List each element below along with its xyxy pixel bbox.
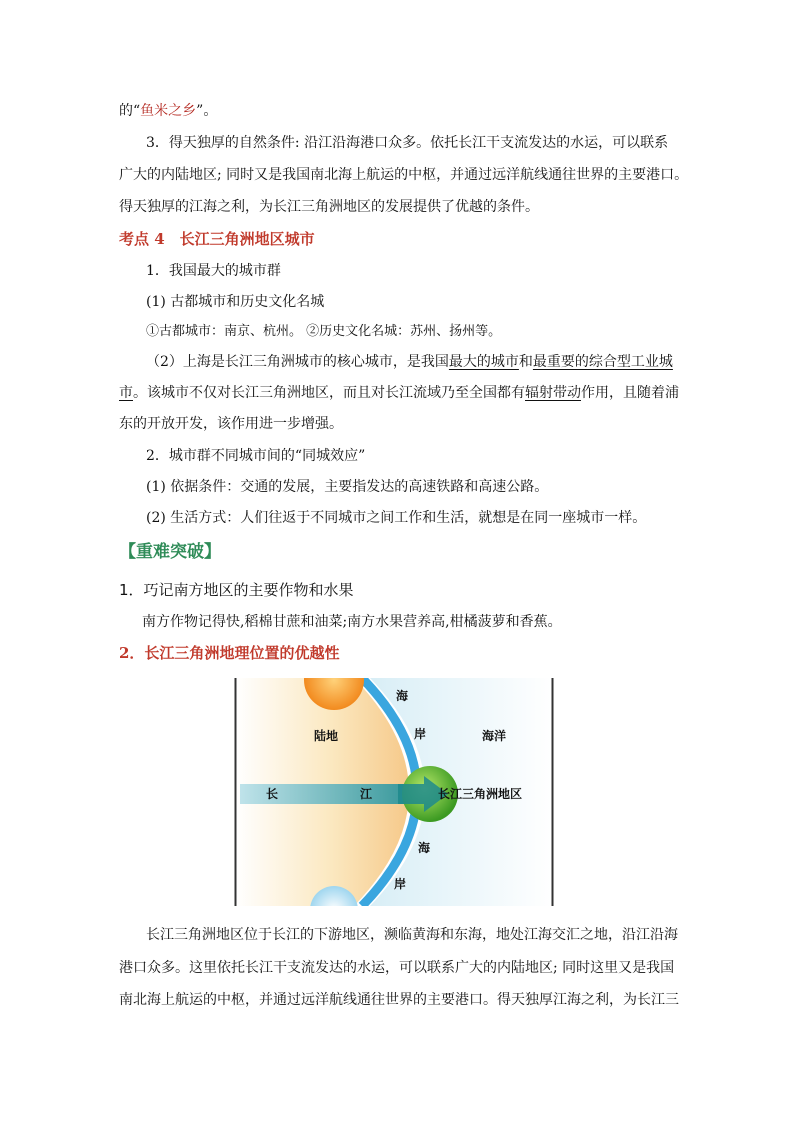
section-title: 考点 4 长江三角洲地区城市 xyxy=(119,230,315,248)
text-line: 南方作物记得快,稻棉甘蔗和油菜;南方水果营养高,柑橘菠萝和香蕉。 xyxy=(142,614,562,630)
coast-char: 海 xyxy=(396,689,409,703)
subheading: 2．长江三角洲地理位置的优越性 xyxy=(119,644,340,662)
text-line xyxy=(119,383,679,403)
text-fragment: 和 xyxy=(518,354,533,370)
text-line: ①古都城市：南京、杭州。 ②历史文化名城：苏州、扬州等。 xyxy=(146,324,502,339)
underlined-text: 辐射带动 xyxy=(525,385,581,401)
text-line: 东的开放开发，该作用进一步增强。 xyxy=(119,416,343,432)
underlined-text: 最重要的综合型工业城 xyxy=(532,354,673,370)
breakthrough-heading: 【重难突破】 xyxy=(119,542,221,562)
text-line: 南北海上航运的中枢，并通过远洋航线通往世界的主要港口。得天独厚江海之利，为长江三 xyxy=(119,992,679,1008)
text-line xyxy=(146,352,673,372)
text-line: 港口众多。这里依托长江干支流发达的水运，可以联系广大的内陆地区; 同时这里又是我国 xyxy=(119,960,675,976)
highlight-text: 鱼米之乡 xyxy=(140,103,197,119)
text-line: 得天独厚的江海之利，为长江三角洲地区的发展提供了优越的条件。 xyxy=(119,199,539,215)
text-fragment: （2）上海是长江三角洲城市的核心城市，是我国 xyxy=(146,354,449,370)
text-fragment: 。该城市不仅对长江三角洲地区，而且对长江流域乃至全国都有 xyxy=(133,385,525,401)
text-line: (1) 古都城市和历史文化名城 xyxy=(146,294,325,310)
land-label: 陆地 xyxy=(314,729,339,743)
ocean-label: 海洋 xyxy=(482,729,507,743)
text-line: (1) 依据条件：交通的发展，主要指发达的高速铁路和高速公路。 xyxy=(146,479,549,495)
text-line: 广大的内陆地区; 同时又是我国南北海上航运的中枢，并通过远洋航线通往世界的主要港口。 xyxy=(119,167,689,183)
river-char: 江 xyxy=(360,787,373,801)
text-fragment: 的“ xyxy=(119,103,141,119)
underlined-text: 市 xyxy=(119,385,133,401)
delta-label: 长江三角洲地区 xyxy=(438,787,523,801)
text-line xyxy=(119,101,217,121)
text-line: (2) 生活方式：人们往返于不同城市之间工作和生活，就想是在同一座城市一样。 xyxy=(146,510,647,526)
coast-char: 海 xyxy=(418,841,431,855)
yangtze-delta-diagram xyxy=(234,678,554,906)
text-line: 3．得天独厚的自然条件: 沿江沿海港口众多。依托长江干支流发达的水运，可以联系 xyxy=(146,135,669,151)
text-line: 1．我国最大的城市群 xyxy=(146,263,281,279)
text-fragment: 作用，且随着浦 xyxy=(581,385,679,401)
text-line: 长江三角洲地区位于长江的下游地区，濒临黄海和东海，地处江海交汇之地，沿江沿海 xyxy=(146,927,678,943)
underlined-text: 最大的城市 xyxy=(448,354,519,370)
subheading: 1．巧记南方地区的主要作物和水果 xyxy=(119,581,354,599)
coast-char: 岸 xyxy=(394,877,407,891)
coast-char: 岸 xyxy=(414,727,427,741)
text-line: 2．城市群不同城市间的“同城效应” xyxy=(146,448,366,464)
river-char: 长 xyxy=(266,787,279,801)
text-fragment: ”。 xyxy=(196,103,218,119)
